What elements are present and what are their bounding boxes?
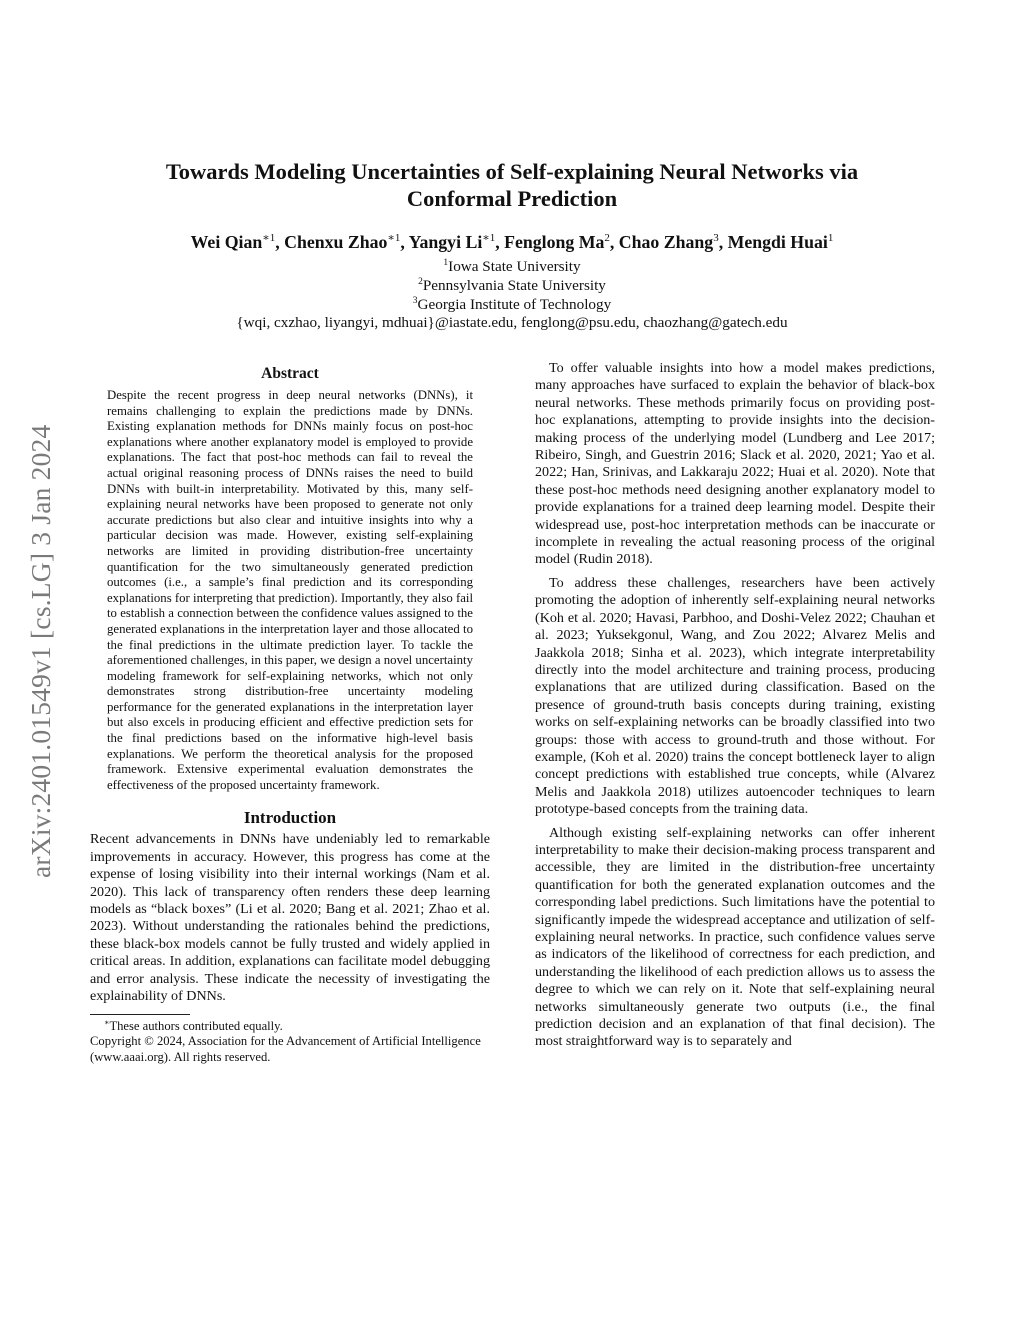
author-list [100, 231, 924, 253]
abstract-heading: Abstract [261, 365, 319, 382]
body-paragraph: To address these challenges, researchers have been actively promoting the adoption of inherently self-explaining neural networks (Koh et al. 2020; Havasi, Parbhoo, and Doshi-Velez 2022; Chauhan et al. 2023; Yuksekgonul, Wang, and Zou 2022; Alvarez Melis and Jaakkola 2018; Sinha et al. 2023), which integrate interpretability directly into the model architecture and training process, producing explanations that are utilized during classification. Based on the presence of ground-truth basis concepts during training, existing works on self-explaining networks can be broadly classified into two groups: those with access to ground-truth and those without. For example, (Koh et al. 2020) trains the concept bottleneck layer to align concept predictions with established true concepts, while (Alvarez Melis and Jaakkola 2018) utilizes autoencoder techniques to learn prototype-based concepts from the training data. [535, 574, 935, 818]
left-column [90, 360, 490, 1065]
affiliation: $^3$Georgia Institute of Technology [412, 295, 612, 313]
author: Wei Qian$^{∗1}$, [190, 232, 285, 252]
footnote-divider [90, 1014, 190, 1015]
author: Yangyi $Li^{∗1}$, [408, 232, 505, 252]
author: Chenxu Zhao$^{∗1}$, [284, 232, 409, 252]
right-column [535, 360, 935, 1051]
paper-title [100, 158, 924, 212]
copyright-notice: Copyright © 2024, Association for the Advancement of Artificial Intelligence (www.aaai.org). All rights reserved. [90, 1034, 481, 1064]
affiliation: $^1$Iowa State University [443, 258, 581, 275]
body-paragraph: Although existing self-explaining networks can offer inherent interpretability to make their decision-making process transparent and accessible, they are limited in the distribution-free uncertainty quantification for both the generated explanation outcomes and the corresponding label predictions. Such limitations have the potential to significantly impede the widespread acceptance and utilization of self-explaining neural networks. In practice, such confidence values serve as indicators of the likelihood of correctness for each prediction, and understanding the likelihood of each prediction allows us to assess the degree to which we can rely on it. Note that self-explaining neural networks simultaneously generate two outputs (i.e., the final prediction decision and an explanation of that final decision). The most straightforward way is to separately and [535, 824, 935, 1050]
author-emails: {wqi, cxzhao, liyangyi, mdhuai}@iastate.edu, fenglong@psu.edu, chaozhang@gatech.edu [236, 314, 788, 332]
equal-contribution-footnote: ∗These authors contributed equally. [104, 1017, 283, 1033]
author: Fenglong Ma$^2$, [504, 232, 619, 252]
affiliations [100, 258, 924, 333]
title-line-2: Conformal Prediction [406, 186, 618, 211]
introduction-paragraph: Recent advancements in DNNs have undeniably led to remarkable improvements in accuracy. However, this progress has come at the expense of losing visibility into their internal workings (Nam et al. 2020). This lack of transparency often renders these deep learning models as “black boxes” (Li et al. 2020; Bang et al. 2021; Zhao et al. 2023). Without understanding the rationales behind the predictions, these black-box models cannot be fully trusted and widely applied in critical areas. In addition, explanations can facilitate model debugging and error analysis. These indicate the necessity of investigating the explainability of DNNs. [90, 831, 490, 1005]
introduction-heading: Introduction [243, 808, 337, 828]
body-paragraph: To offer valuable insights into how a model makes predictions, many approaches have surfaced to explain the behavior of black-box neural networks. These methods primarily focus on providing post-hoc explanations, attempting to provide insights into the decision-making process of the underlying model (Lundberg and Lee 2017; Ribeiro, Singh, and Guestrin 2016; Slack et al. 2020, 2021; Yao et al. 2022; Han, Srinivas, and Lakkaraju 2022; Huai et al. 2020). Note that these post-hoc methods need designing another explanatory model to provide explanations for a trained deep learning model. Despite their widespread use, post-hoc interpretation methods can be inaccurate or incomplete in revealing the actual reasoning process of the original model (Rudin 2018). [535, 360, 935, 568]
arxiv-identifier: arXiv:2401.01549v1 [cs.LG] 3 Jan 2024 [25, 424, 56, 878]
title-line-1: Towards Modeling Uncertainties of Self-explaining Neural Networks via [165, 159, 859, 184]
affiliation: $^2$Pennsylvania State University [418, 276, 606, 294]
author: Chao Zhang$^3$, [618, 232, 728, 252]
abstract-body: Despite the recent progress in deep neural networks (DNNs), it remains challenging to explain the predictions made by DNNs. Existing explanation methods for DNNs mainly focus on post-hoc explanations where another explanatory model is employed to provide explanations. The fact that post-hoc methods can fail to reveal the actual original reasoning process of DNNs raises the need to build DNNs with built-in interpretability. Motivated by this, many self-explaining neural networks have been proposed to generate not only accurate predictions but also clear and intuitive insights into why a particular decision was made. However, existing self-explaining networks are limited in providing distribution-free uncertainty quantification for the two simultaneously generated prediction outcomes (i.e., a sample’s final prediction and its corresponding explanations for interpreting that prediction). Importantly, they also fail to establish a connection between the confidence values assigned to the generated explanations in the interpretation layer and those allocated to the final predictions in the ultimate prediction layer. To tackle the aforementioned challenges, in this paper, we design a novel uncertainty modeling framework for self-explaining networks, which not only demonstrates strong distribution-free uncertainty modeling performance for the generated explanations in the interpretation layer but also excels in producing efficient and effective prediction sets for the final predictions based on the informative high-level basis explanations. We perform the theoretical analysis for the proposed framework. Extensive experimental evaluation demonstrates the effectiveness of the proposed uncertainty framework. [107, 388, 473, 792]
author: Mengdi Huai$^1$ [727, 232, 834, 252]
